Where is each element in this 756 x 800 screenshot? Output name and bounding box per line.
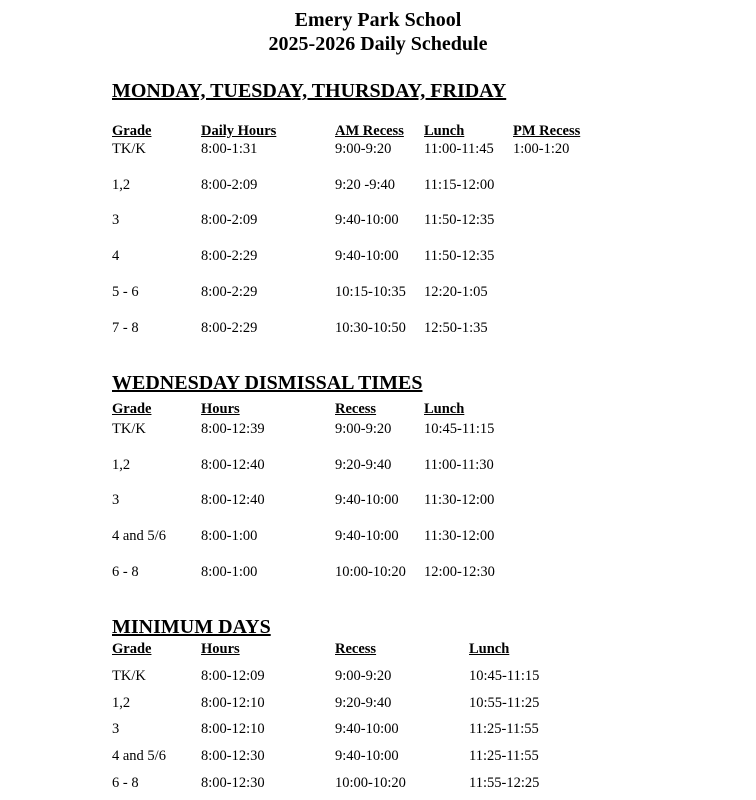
minimum-table-cell: 8:00-12:10 (201, 695, 265, 711)
minimum-table-cell: 4 and 5/6 (112, 748, 166, 764)
wednesday-table-cell: 9:00-9:20 (335, 421, 392, 437)
minimum-table-cell: 8:00-12:09 (201, 668, 265, 684)
regular-table-cell: 5 - 6 (112, 284, 139, 300)
wednesday-table-cell: 9:20-9:40 (335, 457, 392, 473)
wednesday-table-cell: 10:45-11:15 (424, 421, 495, 437)
wednesday-table-cell: 9:40-10:00 (335, 492, 399, 508)
regular-table-cell: 3 (112, 212, 120, 228)
wednesday-table-cell: 8:00-1:00 (201, 564, 258, 580)
regular-table-cell: 11:00-11:45 (424, 141, 494, 157)
minimum-table-cell: 11:55-12:25 (469, 775, 540, 791)
school-name: Emery Park School (294, 9, 462, 31)
regular-table-cell: 11:50-12:35 (424, 212, 495, 228)
wednesday-table-cell: 1,2 (112, 457, 131, 473)
regular-column-header: PM Recess (513, 123, 581, 139)
minimum-column-header: Grade (112, 641, 152, 657)
wednesday-table-cell: 12:00-12:30 (424, 564, 495, 580)
minimum-section-heading: MINIMUM DAYS (112, 616, 271, 638)
minimum-table-cell: 9:20-9:40 (335, 695, 392, 711)
wednesday-column-header: Lunch (424, 401, 465, 417)
minimum-table-cell: 3 (112, 721, 120, 737)
wednesday-section-heading: WEDNESDAY DISMISSAL TIMES (112, 372, 423, 394)
wednesday-table-cell: 11:30-12:00 (424, 492, 495, 508)
minimum-table-cell: 9:40-10:00 (335, 748, 399, 764)
regular-section-heading: MONDAY, TUESDAY, THURSDAY, FRIDAY (112, 80, 507, 102)
schedule-title: 2025-2026 Daily Schedule (268, 33, 488, 55)
wednesday-table-cell: 8:00-12:40 (201, 492, 265, 508)
minimum-table-cell: TK/K (112, 668, 146, 684)
regular-table-cell: 1,2 (112, 177, 131, 193)
wednesday-column-header: Recess (335, 401, 377, 417)
regular-table-cell: 11:50-12:35 (424, 248, 495, 264)
regular-table-cell: 11:15-12:00 (424, 177, 495, 193)
minimum-table-cell: 8:00-12:30 (201, 748, 265, 764)
wednesday-column-header: Hours (201, 401, 240, 417)
wednesday-table-cell: 4 and 5/6 (112, 528, 166, 544)
minimum-table-cell: 9:00-9:20 (335, 668, 392, 684)
minimum-column-header: Lunch (469, 641, 510, 657)
wednesday-table-cell: 9:40-10:00 (335, 528, 399, 544)
regular-table-cell: 1:00-1:20 (513, 141, 570, 157)
wednesday-table-cell: 11:30-12:00 (424, 528, 495, 544)
minimum-table-cell: 10:55-11:25 (469, 695, 540, 711)
wednesday-table-cell: 3 (112, 492, 120, 508)
minimum-column-header: Recess (335, 641, 377, 657)
regular-column-header: AM Recess (335, 123, 404, 139)
regular-table-cell: 9:00-9:20 (335, 141, 392, 157)
minimum-column-header: Hours (201, 641, 240, 657)
regular-table-cell: 8:00-2:29 (201, 320, 258, 336)
wednesday-table-cell: 8:00-1:00 (201, 528, 258, 544)
wednesday-column-header: Grade (112, 401, 152, 417)
wednesday-table-cell: 8:00-12:40 (201, 457, 265, 473)
regular-table-cell: 12:50-1:35 (424, 320, 488, 336)
regular-table-cell: 8:00-2:09 (201, 177, 258, 193)
minimum-table-cell: 8:00-12:30 (201, 775, 265, 791)
regular-column-header: Daily Hours (201, 123, 277, 139)
wednesday-table-cell: 10:00-10:20 (335, 564, 406, 580)
minimum-table-cell: 11:25-11:55 (469, 748, 539, 764)
regular-table-cell: 8:00-2:09 (201, 212, 258, 228)
minimum-table-cell: 1,2 (112, 695, 131, 711)
regular-table-cell: 10:30-10:50 (335, 320, 406, 336)
regular-table-cell: 8:00-2:29 (201, 248, 258, 264)
regular-table-cell: 9:20 -9:40 (335, 177, 396, 193)
regular-column-header: Grade (112, 123, 152, 139)
regular-table-cell: 8:00-2:29 (201, 284, 258, 300)
wednesday-table-cell: 11:00-11:30 (424, 457, 494, 473)
regular-table-cell: 8:00-1:31 (201, 141, 258, 157)
wednesday-table-cell: TK/K (112, 421, 146, 437)
regular-table-cell: 7 - 8 (112, 320, 139, 336)
wednesday-table-cell: 8:00-12:39 (201, 421, 265, 437)
minimum-table-cell: 10:00-10:20 (335, 775, 406, 791)
minimum-table-cell: 9:40-10:00 (335, 721, 399, 737)
minimum-table-cell: 6 - 8 (112, 775, 139, 791)
regular-table-cell: 4 (112, 248, 120, 264)
minimum-table-cell: 10:45-11:15 (469, 668, 540, 684)
minimum-table-cell: 8:00-12:10 (201, 721, 265, 737)
regular-column-header: Lunch (424, 123, 465, 139)
regular-table-cell: 9:40-10:00 (335, 248, 399, 264)
wednesday-table-cell: 6 - 8 (112, 564, 139, 580)
regular-table-cell: 12:20-1:05 (424, 284, 488, 300)
minimum-table-cell: 11:25-11:55 (469, 721, 539, 737)
regular-table-cell: 10:15-10:35 (335, 284, 406, 300)
regular-table-cell: 9:40-10:00 (335, 212, 399, 228)
regular-table-cell: TK/K (112, 141, 146, 157)
